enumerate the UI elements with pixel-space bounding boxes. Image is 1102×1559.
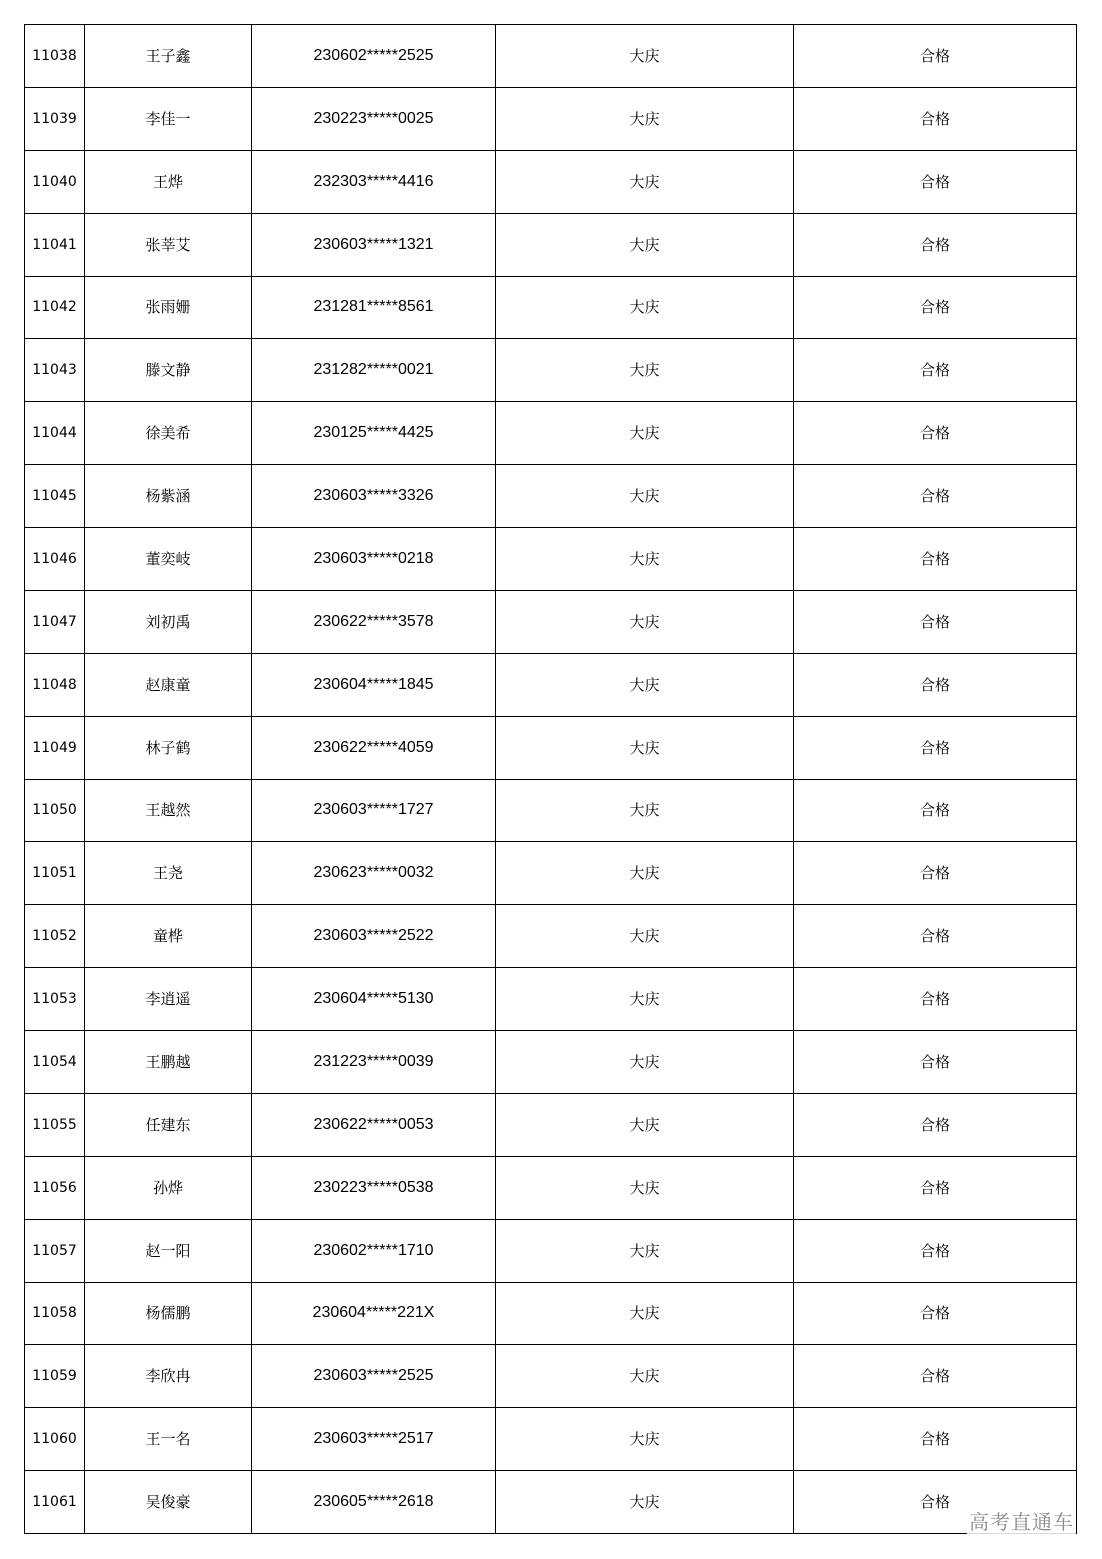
cell-result: 合格 [794,653,1077,716]
cell-id-number: 230604*****1845 [252,653,496,716]
cell-name: 任建东 [85,1093,252,1156]
table-row [25,1471,1077,1534]
cell-name: 赵康童 [85,653,252,716]
cell-name: 董奕岐 [85,528,252,591]
cell-result: 合格 [794,590,1077,653]
table-row [25,150,1077,213]
cell-name: 王鹏越 [85,1031,252,1094]
cell-city: 大庆 [496,87,794,150]
cell-number: 11041 [25,213,85,276]
cell-id-number: 230604*****5130 [252,968,496,1031]
cell-name: 杨紫涵 [85,465,252,528]
cell-city: 大庆 [496,1282,794,1345]
cell-name: 杨儒鹏 [85,1282,252,1345]
cell-name: 李佳一 [85,87,252,150]
cell-number: 11046 [25,528,85,591]
cell-name: 王子鑫 [85,25,252,88]
cell-id-number: 232303*****4416 [252,150,496,213]
cell-city: 大庆 [496,716,794,779]
cell-result: 合格 [794,339,1077,402]
cell-result: 合格 [794,1093,1077,1156]
cell-result: 合格 [794,465,1077,528]
cell-id-number: 230622*****3578 [252,590,496,653]
cell-name: 李欣冉 [85,1345,252,1408]
cell-number: 11056 [25,1156,85,1219]
table-row [25,1345,1077,1408]
cell-id-number: 230605*****2618 [252,1471,496,1534]
cell-name: 徐美希 [85,402,252,465]
cell-result: 合格 [794,87,1077,150]
table-row [25,653,1077,716]
cell-name: 张雨姗 [85,276,252,339]
table-row [25,842,1077,905]
cell-name: 张莘艾 [85,213,252,276]
table-row [25,1282,1077,1345]
cell-city: 大庆 [496,1219,794,1282]
cell-city: 大庆 [496,25,794,88]
cell-number: 11048 [25,653,85,716]
cell-name: 李逍遥 [85,968,252,1031]
cell-number: 11053 [25,968,85,1031]
cell-name: 王一名 [85,1408,252,1471]
cell-number: 11047 [25,590,85,653]
cell-id-number: 230603*****3326 [252,465,496,528]
cell-city: 大庆 [496,1345,794,1408]
cell-result: 合格 [794,402,1077,465]
cell-name: 滕文静 [85,339,252,402]
cell-id-number: 231282*****0021 [252,339,496,402]
cell-id-number: 230603*****2522 [252,905,496,968]
table-row [25,213,1077,276]
cell-city: 大庆 [496,653,794,716]
cell-id-number: 231281*****8561 [252,276,496,339]
table-row [25,1093,1077,1156]
cell-id-number: 230603*****2525 [252,1345,496,1408]
cell-city: 大庆 [496,402,794,465]
watermark-text: 高考直通车 [967,1506,1076,1535]
cell-name: 赵一阳 [85,1219,252,1282]
cell-number: 11040 [25,150,85,213]
cell-result: 合格 [794,276,1077,339]
cell-id-number: 230603*****2517 [252,1408,496,1471]
table-row [25,528,1077,591]
cell-city: 大庆 [496,528,794,591]
cell-result: 合格 [794,1345,1077,1408]
cell-result: 合格 [794,716,1077,779]
cell-number: 11038 [25,25,85,88]
cell-city: 大庆 [496,213,794,276]
table-row [25,1219,1077,1282]
cell-name: 吴俊豪 [85,1471,252,1534]
cell-name: 孙烨 [85,1156,252,1219]
cell-id-number: 231223*****0039 [252,1031,496,1094]
table-row [25,590,1077,653]
cell-number: 11061 [25,1471,85,1534]
cell-id-number: 230125*****4425 [252,402,496,465]
cell-result: 合格 [794,1408,1077,1471]
table-row [25,276,1077,339]
cell-name: 王尧 [85,842,252,905]
cell-id-number: 230603*****0218 [252,528,496,591]
cell-number: 11060 [25,1408,85,1471]
table-row [25,1031,1077,1094]
table-row [25,25,1077,88]
cell-name: 童桦 [85,905,252,968]
cell-id-number: 230603*****1321 [252,213,496,276]
cell-number: 11044 [25,402,85,465]
cell-city: 大庆 [496,842,794,905]
cell-name: 刘初禹 [85,590,252,653]
cell-id-number: 230223*****0025 [252,87,496,150]
cell-city: 大庆 [496,1156,794,1219]
cell-number: 11043 [25,339,85,402]
cell-id-number: 230602*****2525 [252,25,496,88]
table-row [25,339,1077,402]
cell-city: 大庆 [496,779,794,842]
cell-number: 11057 [25,1219,85,1282]
cell-result: 合格 [794,1219,1077,1282]
cell-city: 大庆 [496,276,794,339]
cell-city: 大庆 [496,1031,794,1094]
cell-result: 合格 [794,25,1077,88]
results-table [24,24,1077,1534]
cell-city: 大庆 [496,150,794,213]
cell-id-number: 230622*****0053 [252,1093,496,1156]
cell-id-number: 230623*****0032 [252,842,496,905]
cell-result: 合格 [794,150,1077,213]
table-body [25,25,1077,1534]
cell-city: 大庆 [496,1408,794,1471]
cell-number: 11054 [25,1031,85,1094]
cell-city: 大庆 [496,1471,794,1534]
cell-id-number: 230603*****1727 [252,779,496,842]
cell-number: 11042 [25,276,85,339]
cell-number: 11059 [25,1345,85,1408]
cell-number: 11045 [25,465,85,528]
table-row [25,402,1077,465]
table-row [25,905,1077,968]
cell-number: 11051 [25,842,85,905]
table-row [25,1408,1077,1471]
cell-number: 11050 [25,779,85,842]
table-row [25,716,1077,779]
cell-result: 合格 [794,842,1077,905]
cell-result: 合格 [794,1031,1077,1094]
cell-city: 大庆 [496,968,794,1031]
cell-number: 11049 [25,716,85,779]
cell-number: 11055 [25,1093,85,1156]
table-row [25,968,1077,1031]
cell-name: 林子鹤 [85,716,252,779]
cell-result: 合格 [794,1156,1077,1219]
cell-result: 合格 [794,528,1077,591]
cell-city: 大庆 [496,1093,794,1156]
cell-result: 合格 [794,779,1077,842]
cell-number: 11039 [25,87,85,150]
cell-city: 大庆 [496,465,794,528]
cell-id-number: 230604*****221X [252,1282,496,1345]
cell-name: 王越然 [85,779,252,842]
cell-result: 合格 [794,968,1077,1031]
table-row [25,1156,1077,1219]
table-row [25,465,1077,528]
cell-city: 大庆 [496,339,794,402]
cell-name: 王烨 [85,150,252,213]
cell-id-number: 230622*****4059 [252,716,496,779]
cell-id-number: 230602*****1710 [252,1219,496,1282]
cell-city: 大庆 [496,590,794,653]
table-row [25,779,1077,842]
cell-number: 11058 [25,1282,85,1345]
cell-city: 大庆 [496,905,794,968]
cell-result: 合格 [794,1471,1077,1534]
cell-id-number: 230223*****0538 [252,1156,496,1219]
cell-result: 合格 [794,905,1077,968]
table-row [25,87,1077,150]
cell-result: 合格 [794,213,1077,276]
cell-number: 11052 [25,905,85,968]
cell-result: 合格 [794,1282,1077,1345]
